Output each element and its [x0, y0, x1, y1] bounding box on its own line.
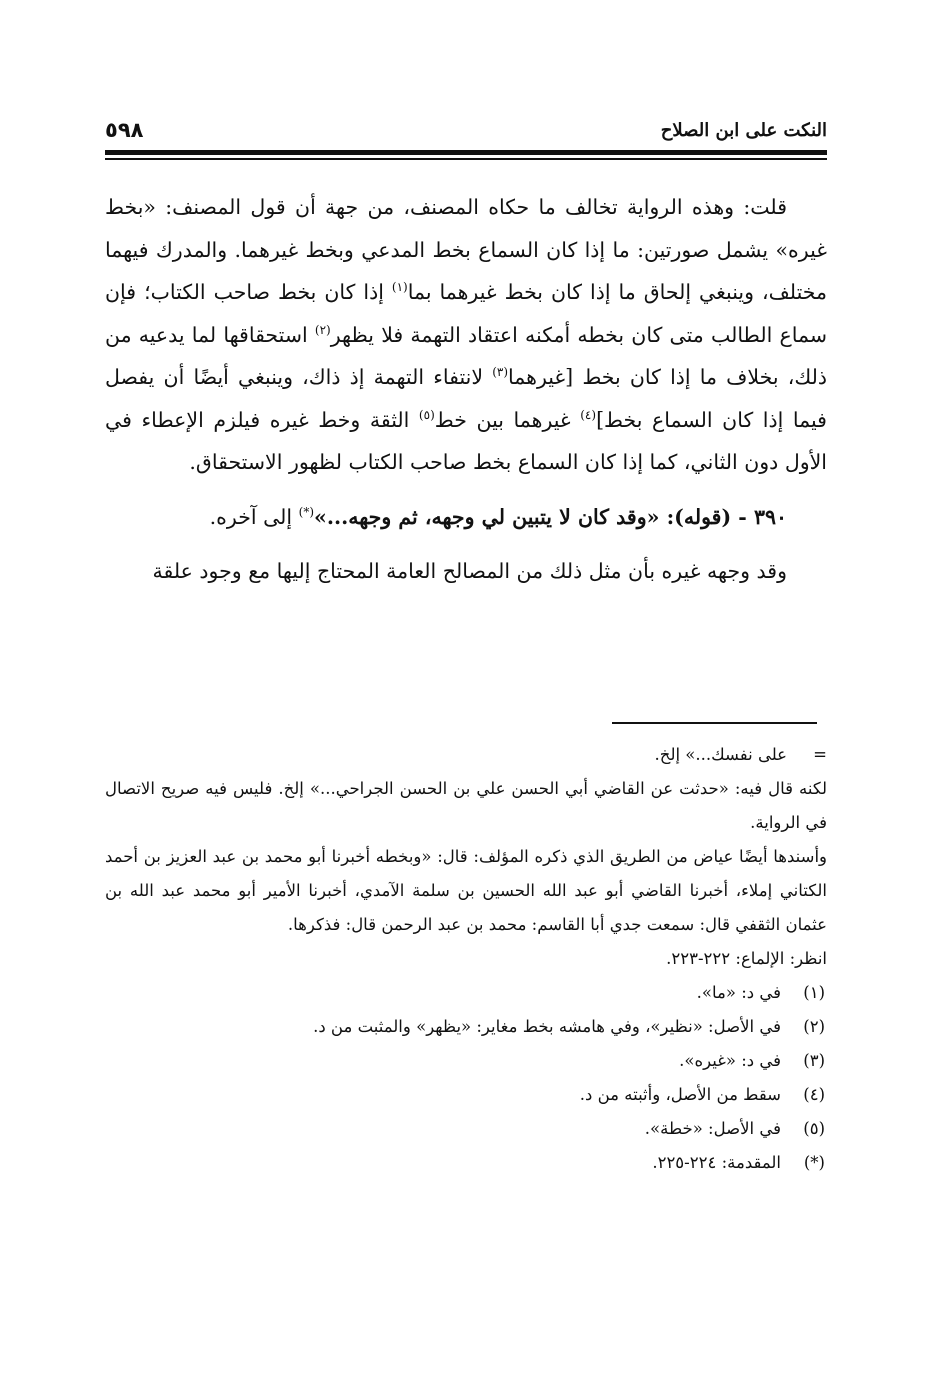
footnote-label: (١): [803, 983, 825, 1002]
footnote-label: (٥): [803, 1119, 825, 1138]
page-number: ٥٩٨: [105, 118, 144, 142]
section-390: ٣٩٠ - (قوله): «وقد كان لا يتبين لي وجهه، ثم وجهه...»(*) إلى آخره.: [209, 504, 787, 529]
body-paragraph-1: قلت: وهذه الرواية تخالف ما حكاه المصنف، من جهة أن قول المصنف: «بخط غيره» يشمل صورتين: ما إذا كان السماع بخط المدعي وبخط غيرهما. والمدرك فيهما مختلف، وينبغي إلحاق ما إذا كان بخط غيرهما بما$^{(١)}$ إذا كان بخط صاحب الكتاب؛ فإن سماع الطالب متى كان بخطه أمكنه اعتقاد التهمة فلا يظهر$^{(٢)}$ استحقاقها لما يدعيه من ذلك، بخلاف ما إذا كان بخط [غيرهما$^{(٣)}$ لانتفاء التهمة إذ ذاك، وينبغي أيضًا أن يفصل فيما إذا كان السماع بخط]$^{(٤)}$ غيرهما بين خط$^{(٥)}$ الثقة وخط غيره فيلزم الإعطاء في الأول دون الثاني، كما إذا كان السماع بخط صاحب الكتاب لظهور الاستحقاق.: [105, 195, 827, 474]
header-rule-thick: [105, 150, 827, 155]
footnote-item: [105, 1146, 827, 1180]
section-quote: «وقد كان لا يتبين لي وجهه، ثم وجهه...»: [314, 504, 667, 529]
footnote-para-1: لكنه قال فيه: «حدثت عن القاضي أبي الحسن علي بن الحسن الجراحي...» إلخ. فليس فيه صريح الاتصال في الرواية.: [105, 779, 827, 832]
footnote-label: (٣): [803, 1051, 825, 1070]
footnote-ref-4[interactable]: (٤): [580, 407, 597, 422]
continuation-mark: =: [813, 745, 827, 764]
footnote-para-2: وأسندها أيضًا عياض من الطريق الذي ذكره المؤلف: قال: «وبخطه أخبرنا أبو محمد بن عبد العزيز بن أحمد الكتاني إملاء، أخبرنا القاضي أبو عبد الله الحسين بن سلمة الآمدي، أخبرنا الأمير أبو محمد عبد الله بن عثمان الثقفي قال: سمعت جدي أبا القاسم: محمد بن عبد الرحمن قال: فذكرها.: [105, 847, 827, 934]
section-number: ٣٩٠ - (قوله):: [666, 504, 787, 529]
footnote-ref-star[interactable]: (*): [298, 504, 315, 519]
footnote-continuation: [105, 738, 827, 772]
footnote-item: [105, 1010, 827, 1044]
footnote-text: سقط من الأصل، وأثبته من د.: [579, 1085, 781, 1104]
footnote-text: في الأصل: «نظير»، وفي هامشه بخط مغاير: «يظهر» والمثبت من د.: [313, 1017, 781, 1036]
footnote-ref-1[interactable]: (١): [391, 280, 408, 295]
footnotes: [105, 738, 827, 1180]
footnote-text: المقدمة: ٢٢٤-٢٢٥.: [652, 1153, 781, 1172]
footnote-item: [105, 1112, 827, 1146]
footnote-ref-2[interactable]: (٢): [314, 322, 331, 337]
footnote-separator: [612, 722, 817, 724]
running-title: النكت على ابن الصلاح: [660, 119, 827, 141]
footnote-text: في د: «ما».: [696, 983, 781, 1002]
footnote-label: (*): [803, 1153, 825, 1172]
continuation-line: على نفسك...» إلخ.: [654, 745, 787, 764]
footnote-item: [105, 1044, 827, 1078]
page-header: [105, 118, 827, 142]
header-rule-thin: [105, 158, 827, 160]
footnote-item: [105, 976, 827, 1010]
footnote-text: في د: «غيره».: [679, 1051, 781, 1070]
footnote-label: (٤): [803, 1085, 825, 1104]
body-paragraph-2: وقد وجهه غيره بأن مثل ذلك من المصالح العامة المحتاج إليها مع وجود علقة: [152, 559, 787, 583]
footnote-ref-5[interactable]: (٥): [418, 407, 435, 422]
main-text: [105, 186, 827, 593]
footnote-text: في الأصل: «خطة».: [644, 1119, 781, 1138]
footnote-ref-3[interactable]: (٣): [492, 365, 509, 380]
footnote-item: [105, 1078, 827, 1112]
footnote-para-3: انظر: الإلماع: ٢٢٢-٢٢٣.: [666, 949, 827, 968]
footnote-label: (٢): [803, 1017, 825, 1036]
